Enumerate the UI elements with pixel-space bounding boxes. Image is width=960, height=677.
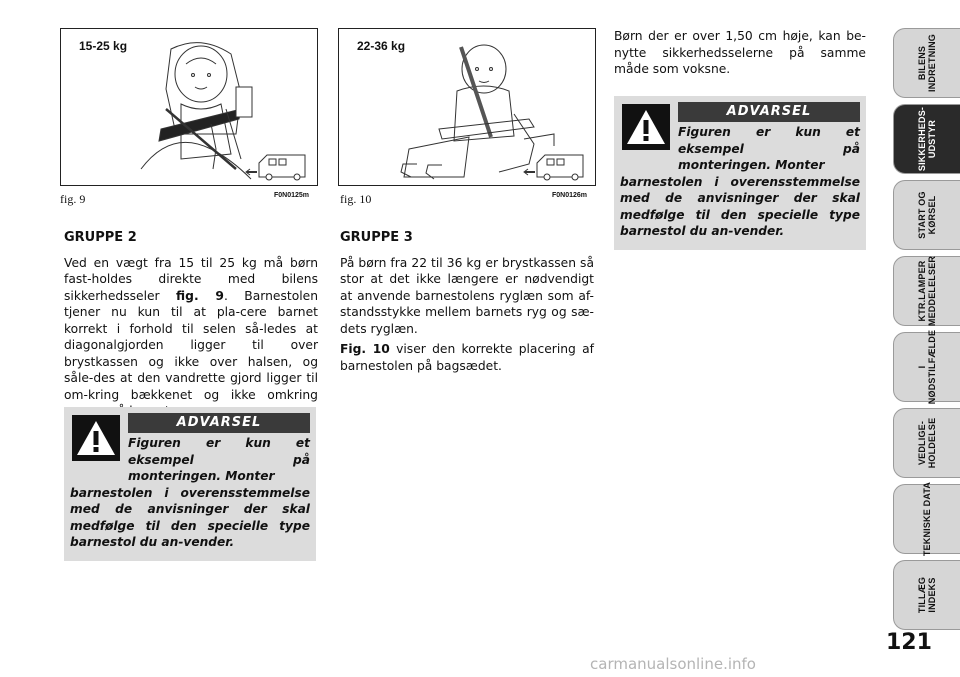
group2-section bbox=[64, 230, 318, 420]
tab-nodstilfaelde[interactable]: I NØDSTILFÆLDE bbox=[893, 332, 960, 402]
group3-heading: GRUPPE 3 bbox=[340, 230, 413, 245]
figure-weight-label: 22-36 kg bbox=[357, 39, 406, 53]
group3-figure-paragraph: Fig. 10 viser den korrekte placering af barnestolen på bagsædet. bbox=[340, 342, 594, 373]
figure-9-illustration bbox=[60, 28, 318, 186]
adult-paragraph: Børn der er over 1,50 cm høje, kan be-nytte sikkerhedsselerne på samme måde som voksne. bbox=[614, 29, 866, 76]
warning-title: ADVARSEL bbox=[678, 102, 860, 122]
figure-10-code: F0N0126m bbox=[552, 192, 588, 199]
figure-reference: Fig. 10 bbox=[340, 342, 390, 356]
warning-triangle-icon bbox=[622, 104, 670, 150]
figure-9-caption: fig. 9 bbox=[60, 192, 86, 206]
adult-seatbelt-section bbox=[614, 28, 866, 78]
figure-10-illustration bbox=[338, 28, 596, 186]
figure-reference: fig. 9 bbox=[176, 288, 224, 303]
page-number: 121 bbox=[886, 630, 932, 655]
watermark: carmanualsonline.info bbox=[590, 655, 756, 673]
van-icon bbox=[524, 155, 583, 180]
group3-section bbox=[340, 230, 594, 374]
warning-text: Figuren er kun et eksempel på monteringen. Monter barnestolen i overensstemmelse med de anvisninger der skal medfølge til den specielle type barnestol du an-vender. bbox=[70, 436, 310, 549]
group3-paragraph: På børn fra 22 til 36 kg er brystkassen så stor at det ikke længere er nødvendigt at anvende barnestolens ryglæn som af-standsstykke mellem barnets ryg og sæ-dets ryglæn. bbox=[340, 255, 594, 336]
warning-triangle-icon bbox=[72, 415, 120, 461]
tab-tillaeg-indeks[interactable]: TILLÆG INDEKS bbox=[893, 560, 960, 630]
tab-sikkerhedsudstyr[interactable]: SIKKERHEDS- UDSTYR bbox=[893, 104, 960, 174]
warning-title: ADVARSEL bbox=[128, 413, 310, 433]
warning-box bbox=[614, 96, 866, 250]
group2-heading: GRUPPE 2 bbox=[64, 230, 137, 245]
figure-10-caption: fig. 10 bbox=[340, 192, 372, 206]
tab-kontrollamper[interactable]: KTR.LAMPER MEDDELELSER bbox=[893, 256, 960, 326]
figure-9-code: F0N0125m bbox=[274, 192, 310, 199]
van-icon bbox=[246, 155, 305, 180]
tab-tekniske-data[interactable]: TEKNISKE DATA bbox=[893, 484, 960, 554]
tab-bilens-indretning[interactable]: BILENS INDRETNING bbox=[893, 28, 960, 98]
group2-paragraph: Ved en vægt fra 15 til 25 kg må børn fast-holdes direkte med bilens sikkerhedsseler fig. 9. Barnestolen tjener nu kun til at pla-cere barnet korrekt i forhold til selen så-ledes at diagonalgjorden ligger til over brystkassen og ikke over halsen, og såle-des at den vandrette gjord ligger til om-kring bækkenet og ikke omkring bbox=[64, 255, 318, 402]
warning-box bbox=[64, 407, 316, 561]
tab-vedligeholdelse[interactable]: VEDLIGE- HOLDELSE bbox=[893, 408, 960, 478]
figure-weight-label: 15-25 kg bbox=[79, 39, 128, 53]
tab-start-og-korsel[interactable]: START OG KØRSEL bbox=[893, 180, 960, 250]
warning-text: Figuren er kun et eksempel på monteringen. Monter barnestolen i overensstemmelse med de anvisninger der skal medfølge til den specielle type barnestol du an-vender. bbox=[620, 125, 860, 238]
